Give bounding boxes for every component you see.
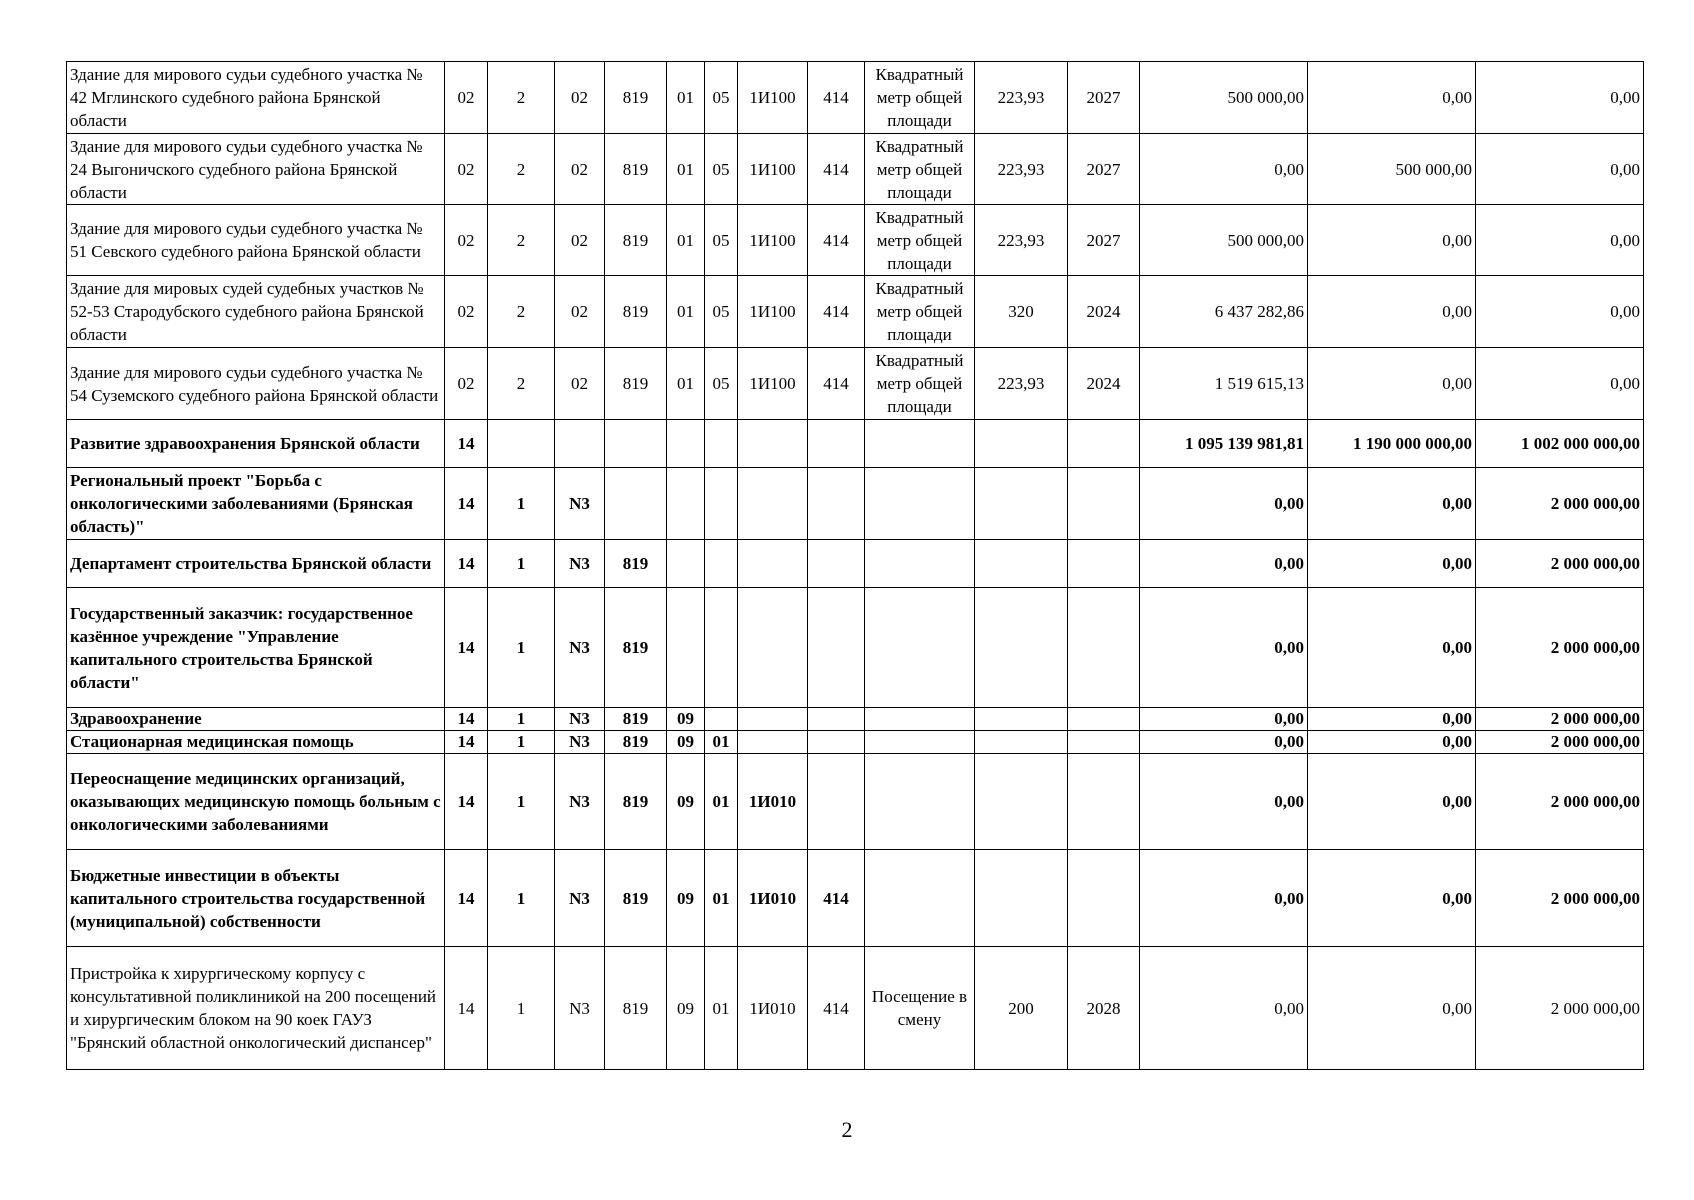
cell-year xyxy=(1068,850,1140,947)
cell-code-1: 14 xyxy=(445,754,488,850)
cell-code-7: 1И010 xyxy=(738,850,808,947)
cell-amount-3: 1 002 000 000,00 xyxy=(1476,420,1644,468)
cell-amount-1: 0,00 xyxy=(1140,731,1308,754)
cell-code-8 xyxy=(808,754,865,850)
cell-code-5: 09 xyxy=(667,850,705,947)
cell-code-8 xyxy=(808,468,865,540)
cell-name: Развитие здравоохранения Брянской области xyxy=(67,420,445,468)
cell-name: Бюджетные инвестиции в объекты капитального строительства государственной (муниципальной) собственности xyxy=(67,850,445,947)
cell-unit: Квадратный метр общей площади xyxy=(865,62,975,134)
cell-amount-3: 2 000 000,00 xyxy=(1476,708,1644,731)
cell-code-3 xyxy=(555,420,605,468)
cell-code-1: 02 xyxy=(445,134,488,205)
cell-amount-3: 2 000 000,00 xyxy=(1476,947,1644,1070)
cell-code-7 xyxy=(738,708,808,731)
cell-code-4 xyxy=(605,468,667,540)
cell-code-2: 2 xyxy=(488,134,555,205)
cell-amount-3: 2 000 000,00 xyxy=(1476,588,1644,708)
cell-code-7: 1И100 xyxy=(738,62,808,134)
cell-year xyxy=(1068,420,1140,468)
cell-code-4: 819 xyxy=(605,947,667,1070)
cell-amount-2: 0,00 xyxy=(1308,62,1476,134)
cell-name: Здание для мирового судьи судебного участка № 24 Выгоничского судебного района Брянской области xyxy=(67,134,445,205)
cell-amount-3: 0,00 xyxy=(1476,276,1644,348)
table-row xyxy=(67,850,1644,947)
cell-capacity xyxy=(975,708,1068,731)
table-row xyxy=(67,947,1644,1070)
cell-code-6 xyxy=(705,468,738,540)
cell-code-5: 01 xyxy=(667,348,705,420)
cell-amount-2: 0,00 xyxy=(1308,708,1476,731)
cell-capacity xyxy=(975,468,1068,540)
table-row xyxy=(67,348,1644,420)
cell-amount-3: 2 000 000,00 xyxy=(1476,754,1644,850)
cell-capacity: 223,93 xyxy=(975,205,1068,276)
cell-code-7 xyxy=(738,731,808,754)
cell-code-4: 819 xyxy=(605,134,667,205)
cell-year xyxy=(1068,754,1140,850)
cell-amount-2: 500 000,00 xyxy=(1308,134,1476,205)
cell-year: 2028 xyxy=(1068,947,1140,1070)
cell-code-5: 01 xyxy=(667,134,705,205)
cell-unit xyxy=(865,468,975,540)
cell-code-3: N3 xyxy=(555,754,605,850)
cell-code-2: 2 xyxy=(488,62,555,134)
cell-code-7: 1И010 xyxy=(738,947,808,1070)
cell-code-7: 1И100 xyxy=(738,348,808,420)
cell-code-1: 14 xyxy=(445,947,488,1070)
table-row xyxy=(67,134,1644,205)
cell-code-6: 05 xyxy=(705,205,738,276)
cell-code-2: 2 xyxy=(488,276,555,348)
cell-code-1: 02 xyxy=(445,62,488,134)
cell-amount-2: 0,00 xyxy=(1308,205,1476,276)
cell-code-7 xyxy=(738,588,808,708)
cell-code-7: 1И100 xyxy=(738,276,808,348)
cell-amount-2: 0,00 xyxy=(1308,731,1476,754)
cell-capacity: 200 xyxy=(975,947,1068,1070)
cell-capacity xyxy=(975,540,1068,588)
cell-amount-3: 2 000 000,00 xyxy=(1476,731,1644,754)
cell-name: Переоснащение медицинских организаций, оказывающих медицинскую помощь больным с онкологическими заболеваниями xyxy=(67,754,445,850)
cell-code-1: 14 xyxy=(445,420,488,468)
cell-code-3: 02 xyxy=(555,276,605,348)
cell-code-8 xyxy=(808,731,865,754)
cell-year: 2024 xyxy=(1068,348,1140,420)
cell-name: Здание для мирового судьи судебного участка № 51 Севского судебного района Брянской области xyxy=(67,205,445,276)
cell-code-7 xyxy=(738,420,808,468)
cell-amount-3: 2 000 000,00 xyxy=(1476,468,1644,540)
cell-amount-2: 0,00 xyxy=(1308,754,1476,850)
cell-code-5: 09 xyxy=(667,947,705,1070)
cell-year xyxy=(1068,468,1140,540)
cell-year: 2027 xyxy=(1068,205,1140,276)
cell-code-4: 819 xyxy=(605,588,667,708)
cell-amount-3: 0,00 xyxy=(1476,348,1644,420)
cell-code-3: N3 xyxy=(555,588,605,708)
cell-amount-2: 1 190 000 000,00 xyxy=(1308,420,1476,468)
table-row xyxy=(67,588,1644,708)
cell-code-5: 09 xyxy=(667,754,705,850)
cell-code-1: 14 xyxy=(445,708,488,731)
cell-code-2: 2 xyxy=(488,205,555,276)
cell-amount-2: 0,00 xyxy=(1308,588,1476,708)
cell-capacity: 223,93 xyxy=(975,348,1068,420)
cell-code-7 xyxy=(738,540,808,588)
cell-code-1: 14 xyxy=(445,540,488,588)
cell-code-6 xyxy=(705,708,738,731)
cell-amount-3: 0,00 xyxy=(1476,62,1644,134)
cell-code-1: 14 xyxy=(445,588,488,708)
cell-code-5: 09 xyxy=(667,708,705,731)
cell-capacity xyxy=(975,588,1068,708)
cell-code-4: 819 xyxy=(605,62,667,134)
budget-table xyxy=(66,61,1644,1070)
cell-code-1: 14 xyxy=(445,731,488,754)
table-row xyxy=(67,731,1644,754)
cell-code-5 xyxy=(667,468,705,540)
table-row xyxy=(67,708,1644,731)
cell-code-7: 1И100 xyxy=(738,134,808,205)
cell-code-8: 414 xyxy=(808,276,865,348)
cell-code-7 xyxy=(738,468,808,540)
cell-amount-3: 2 000 000,00 xyxy=(1476,850,1644,947)
table-row xyxy=(67,276,1644,348)
cell-code-1: 14 xyxy=(445,850,488,947)
cell-unit: Квадратный метр общей площади xyxy=(865,276,975,348)
cell-unit: Квадратный метр общей площади xyxy=(865,205,975,276)
cell-code-5: 01 xyxy=(667,62,705,134)
cell-amount-1: 0,00 xyxy=(1140,468,1308,540)
cell-code-8: 414 xyxy=(808,348,865,420)
cell-capacity xyxy=(975,850,1068,947)
cell-code-6: 01 xyxy=(705,731,738,754)
cell-code-4: 819 xyxy=(605,850,667,947)
cell-unit: Квадратный метр общей площади xyxy=(865,348,975,420)
cell-amount-1: 0,00 xyxy=(1140,708,1308,731)
cell-capacity xyxy=(975,731,1068,754)
cell-amount-2: 0,00 xyxy=(1308,276,1476,348)
cell-capacity xyxy=(975,420,1068,468)
cell-unit xyxy=(865,754,975,850)
cell-capacity: 320 xyxy=(975,276,1068,348)
cell-name: Пристройка к хирургическому корпусу с консультативной поликлиникой на 200 посещений и хирургическим блоком на 90 коек ГАУЗ "Брянский областной онкологический диспансер" xyxy=(67,947,445,1070)
cell-amount-1: 1 519 615,13 xyxy=(1140,348,1308,420)
cell-year xyxy=(1068,540,1140,588)
cell-unit xyxy=(865,731,975,754)
cell-code-2: 1 xyxy=(488,947,555,1070)
cell-code-6: 05 xyxy=(705,134,738,205)
cell-amount-2: 0,00 xyxy=(1308,348,1476,420)
cell-amount-1: 0,00 xyxy=(1140,850,1308,947)
cell-code-2: 1 xyxy=(488,540,555,588)
cell-amount-2: 0,00 xyxy=(1308,947,1476,1070)
cell-code-6 xyxy=(705,588,738,708)
cell-code-2: 1 xyxy=(488,708,555,731)
cell-code-4: 819 xyxy=(605,731,667,754)
cell-code-6 xyxy=(705,540,738,588)
table-row xyxy=(67,540,1644,588)
cell-code-6: 05 xyxy=(705,62,738,134)
cell-code-5: 01 xyxy=(667,276,705,348)
cell-name: Государственный заказчик: государственное казённое учреждение "Управление капитального строительства Брянской области" xyxy=(67,588,445,708)
cell-unit: Посещение в смену xyxy=(865,947,975,1070)
cell-code-3: 02 xyxy=(555,348,605,420)
cell-code-2: 1 xyxy=(488,754,555,850)
cell-code-4: 819 xyxy=(605,348,667,420)
cell-code-4: 819 xyxy=(605,205,667,276)
cell-capacity: 223,93 xyxy=(975,134,1068,205)
cell-code-8: 414 xyxy=(808,62,865,134)
cell-code-2: 1 xyxy=(488,468,555,540)
cell-code-1: 02 xyxy=(445,276,488,348)
cell-amount-1: 1 095 139 981,81 xyxy=(1140,420,1308,468)
cell-unit xyxy=(865,708,975,731)
cell-unit xyxy=(865,588,975,708)
cell-code-4: 819 xyxy=(605,276,667,348)
cell-code-5 xyxy=(667,540,705,588)
cell-code-6: 05 xyxy=(705,348,738,420)
cell-code-2 xyxy=(488,420,555,468)
cell-name: Здание для мирового судьи судебного участка № 54 Суземского судебного района Брянской области xyxy=(67,348,445,420)
cell-code-3: N3 xyxy=(555,540,605,588)
cell-unit: Квадратный метр общей площади xyxy=(865,134,975,205)
cell-code-3: N3 xyxy=(555,850,605,947)
cell-code-5: 01 xyxy=(667,205,705,276)
cell-amount-1: 0,00 xyxy=(1140,754,1308,850)
cell-code-2: 2 xyxy=(488,348,555,420)
cell-amount-1: 500 000,00 xyxy=(1140,62,1308,134)
cell-code-5 xyxy=(667,420,705,468)
table-row xyxy=(67,754,1644,850)
cell-code-6 xyxy=(705,420,738,468)
cell-year: 2027 xyxy=(1068,134,1140,205)
cell-name: Здравоохранение xyxy=(67,708,445,731)
cell-amount-2: 0,00 xyxy=(1308,540,1476,588)
cell-name: Здание для мирового судьи судебного участка № 42 Мглинского судебного района Брянской области xyxy=(67,62,445,134)
cell-amount-2: 0,00 xyxy=(1308,850,1476,947)
cell-year xyxy=(1068,588,1140,708)
cell-code-3: 02 xyxy=(555,62,605,134)
table-row xyxy=(67,205,1644,276)
cell-code-7: 1И100 xyxy=(738,205,808,276)
cell-code-1: 14 xyxy=(445,468,488,540)
cell-code-3: N3 xyxy=(555,731,605,754)
cell-amount-1: 0,00 xyxy=(1140,540,1308,588)
cell-code-1: 02 xyxy=(445,205,488,276)
cell-code-1: 02 xyxy=(445,348,488,420)
table-row xyxy=(67,62,1644,134)
cell-code-8: 414 xyxy=(808,134,865,205)
cell-code-3: 02 xyxy=(555,134,605,205)
cell-amount-1: 0,00 xyxy=(1140,947,1308,1070)
table-row xyxy=(67,468,1644,540)
cell-code-2: 1 xyxy=(488,731,555,754)
cell-code-2: 1 xyxy=(488,850,555,947)
cell-unit xyxy=(865,540,975,588)
cell-code-3: 02 xyxy=(555,205,605,276)
cell-code-6: 01 xyxy=(705,754,738,850)
cell-code-6: 01 xyxy=(705,947,738,1070)
cell-code-8 xyxy=(808,420,865,468)
cell-year: 2024 xyxy=(1068,276,1140,348)
cell-code-4: 819 xyxy=(605,754,667,850)
cell-code-6: 01 xyxy=(705,850,738,947)
cell-year xyxy=(1068,731,1140,754)
cell-amount-3: 0,00 xyxy=(1476,134,1644,205)
cell-code-8: 414 xyxy=(808,850,865,947)
table-body xyxy=(67,62,1644,1070)
cell-code-4 xyxy=(605,420,667,468)
cell-code-2: 1 xyxy=(488,588,555,708)
cell-code-3: N3 xyxy=(555,468,605,540)
cell-code-3: N3 xyxy=(555,947,605,1070)
cell-amount-1: 0,00 xyxy=(1140,588,1308,708)
cell-amount-1: 0,00 xyxy=(1140,134,1308,205)
cell-name: Здание для мировых судей судебных участков № 52-53 Стародубского судебного района Брянской области xyxy=(67,276,445,348)
cell-code-5 xyxy=(667,588,705,708)
cell-code-5: 09 xyxy=(667,731,705,754)
cell-name: Департамент строительства Брянской области xyxy=(67,540,445,588)
cell-amount-2: 0,00 xyxy=(1308,468,1476,540)
cell-capacity xyxy=(975,754,1068,850)
cell-amount-1: 6 437 282,86 xyxy=(1140,276,1308,348)
cell-unit xyxy=(865,420,975,468)
cell-code-8 xyxy=(808,588,865,708)
cell-year: 2027 xyxy=(1068,62,1140,134)
table-row xyxy=(67,420,1644,468)
cell-year xyxy=(1068,708,1140,731)
page-number: 2 xyxy=(841,1117,853,1142)
cell-code-4: 819 xyxy=(605,708,667,731)
cell-code-3: N3 xyxy=(555,708,605,731)
cell-code-8 xyxy=(808,708,865,731)
cell-amount-3: 2 000 000,00 xyxy=(1476,540,1644,588)
cell-code-4: 819 xyxy=(605,540,667,588)
cell-code-8: 414 xyxy=(808,205,865,276)
cell-name: Стационарная медицинская помощь xyxy=(67,731,445,754)
cell-code-8 xyxy=(808,540,865,588)
cell-name: Региональный проект "Борьба с онкологическими заболеваниями (Брянская область)" xyxy=(67,468,445,540)
cell-code-8: 414 xyxy=(808,947,865,1070)
cell-capacity: 223,93 xyxy=(975,62,1068,134)
cell-amount-1: 500 000,00 xyxy=(1140,205,1308,276)
cell-code-7: 1И010 xyxy=(738,754,808,850)
cell-amount-3: 0,00 xyxy=(1476,205,1644,276)
cell-code-6: 05 xyxy=(705,276,738,348)
cell-unit xyxy=(865,850,975,947)
